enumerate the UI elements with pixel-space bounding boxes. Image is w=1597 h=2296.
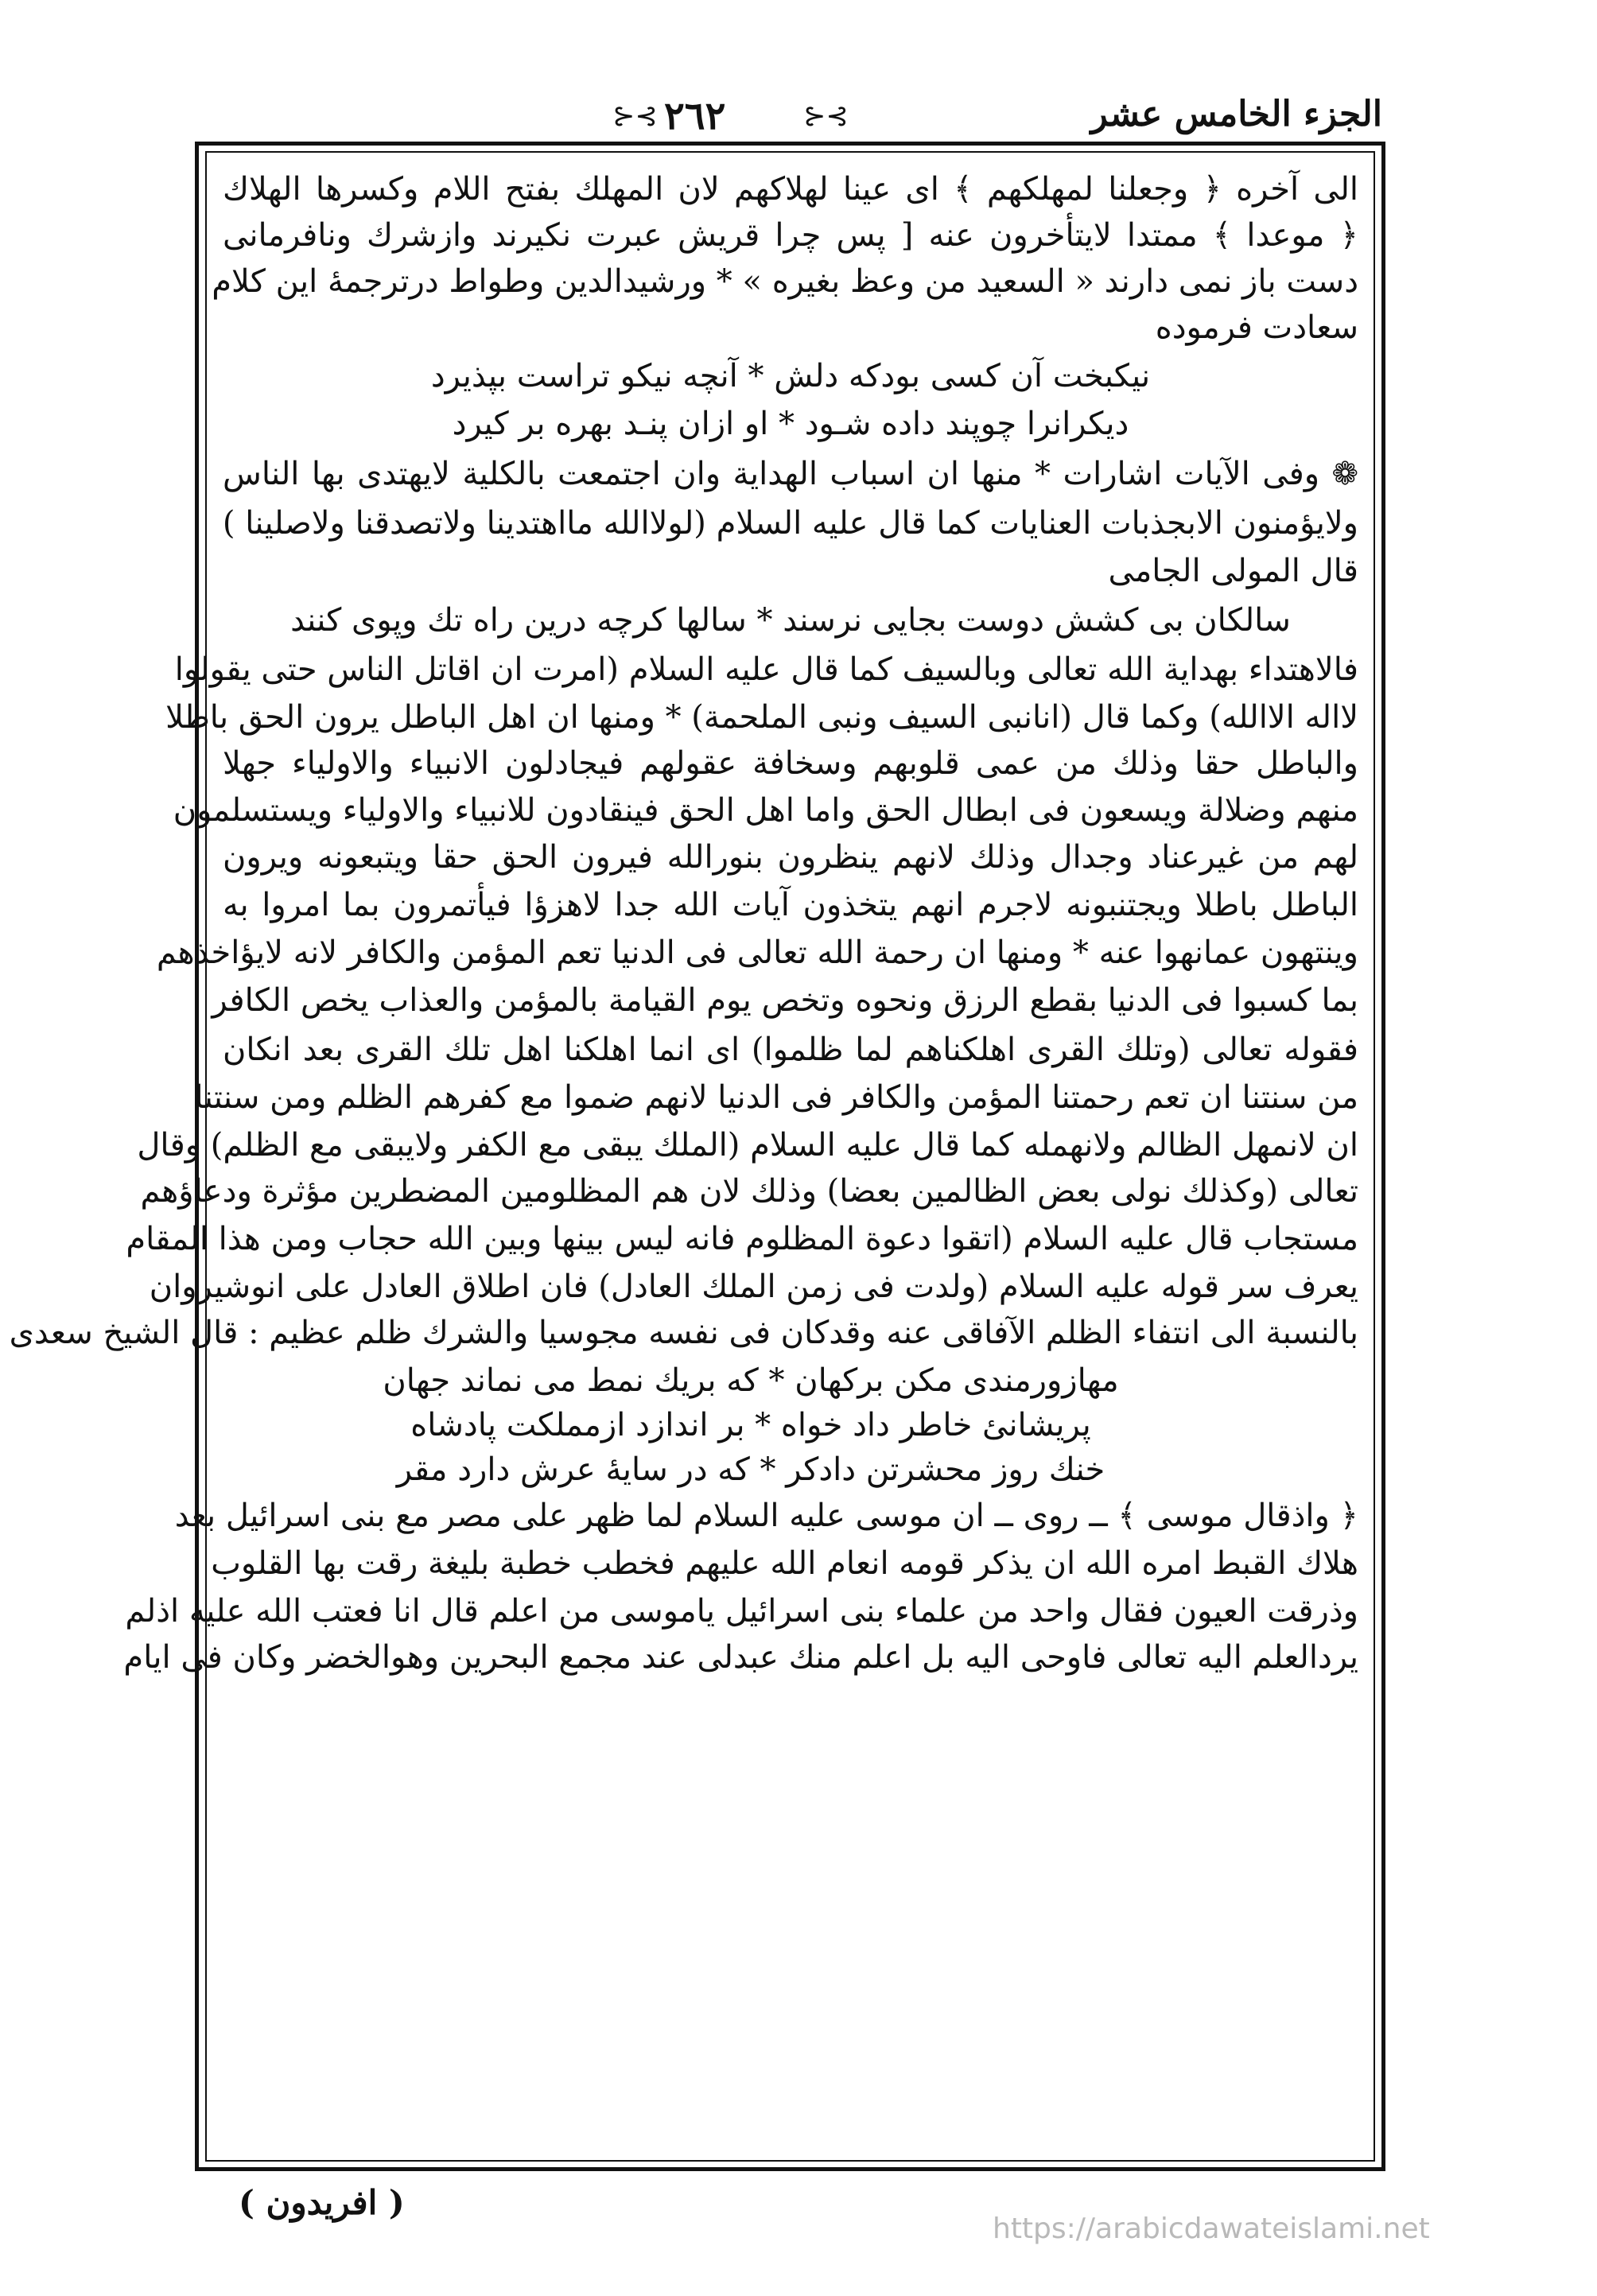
body-line: ان لانمهل الظالم ولانهمله كما قال عليه السلام (الملك يبقى مع الكفر ولايبقى مع الظلم) وقال [137,1127,1358,1164]
part-title: الجزء الخامس عشر [1090,94,1382,134]
ornament-right-icon: ⊱⊰ [803,100,849,132]
body-line: هلاك القبط امره الله ان يذكر قومه انعام الله عليهم فخطب خطبة بليغة رقت بها القلوب [211,1545,1358,1582]
body-line: منهم وضلالة ويسعون فى ابطال الحق واما اهل الحق فينقادون للانبياء والاولياء ويستسلمون [173,792,1358,829]
body-line: ولايؤمنون الابجذبات العنايات كما قال عليه السلام (لولاالله مااهتدينا ولاتصدقنا ولاصلينا ) [222,505,1358,542]
body-line: فالاهتداء بهداية الله تعالى وبالسيف كما قال عليه السلام (امرت ان اقاتل الناس حتى يقولوا [174,651,1358,688]
verse-line: مهازورمندى مكن بركهان * كه بريك نمط مى نماند جهان [383,1362,1119,1399]
body-line: سعادت فرموده [1155,309,1358,346]
body-line: ❁ وفى الآيات اشارات * منها ان اسباب الهداية وان اجتمعت بالكلية لايهتدى بها الناس [223,456,1358,492]
body-line: الى آخره ﴿ وجعلنا لمهلكهم ﴾ اى عينا لهلاكهم لان المهلك بفتح اللام وكسرها الهلاك [223,171,1358,208]
verse-line: سالكان بى كشش دوست بجايى نرسند * سالها كرچه درين راه تك وپوى كنند [290,602,1291,639]
body-line: قال المولى الجامى [1108,553,1358,589]
body-line: مستجاب قال عليه السلام (اتقوا دعوة المظلوم فانه ليس بينها وبين الله حجاب ومن هذا المقام [126,1221,1358,1257]
watermark-url: https://arabicdawateislami.net [993,2212,1430,2245]
body-line: من سنتنا ان تعم رحمتنا المؤمن والكافر فى الدنيا لانهم ضموا مع كفرهم الظلم ومن سنتنا [194,1079,1358,1116]
ornament-left-icon: ⊱⊰ [612,100,658,132]
text-block [9,167,1358,2147]
body-line: بالنسبة الى انتفاء الظلم الآفاقى عنه وقدكان فى نفسه مجوسيا والشرك ظلم عظيم : قال الشيخ سعدى [9,1315,1358,1351]
verse-line: خنك روز محشرتن دادكر * كه در سايهٔ عرش دارد مقر [396,1451,1105,1488]
body-line: دست باز نمى دارند « السعيد من وعظ بغيره » * ورشيدالدين وطواط درترجمهٔ اين كلام [212,263,1358,300]
body-line: يردالعلم اليه تعالى فاوحى اليه بل اعلم منك عبدلى عند مجمع البحرين وهوالخضر وكان فى ايام [123,1639,1358,1676]
body-line: لهم من غيرعناد وجدال وذلك لانهم ينظرون بنورالله فيرون الحق حقا ويتبعونه ويرون [223,839,1358,876]
body-line: بما كسبوا فى الدنيا بقطع الرزق ونحوه وتخص يوم القيامة بالمؤمن والعذاب يخص الكافر [212,982,1358,1019]
body-line: الباطل باطلا ويجتنبونه لاجرم انهم يتخذون آيات الله جدا لاهزؤا فيأتمرون بما امروا به [223,887,1358,923]
body-line: وينتهون عمانهوا عنه * ومنها ان رحمة الله تعالى فى الدنيا تعم المؤمن والكافر لانه لايؤاخذهم [156,934,1358,971]
body-line: تعالى (وكذلك نولى بعض الظالمين بعضا) وذلك لان هم المظلومين المضطرين مؤثرة ودعاؤهم [140,1173,1358,1210]
verse-line: نيكبخت آن كسى بودكه دلش * آنچه نيكو تراست بپذيرد [430,358,1151,394]
body-line: ﴿ موعدا ﴾ ممتدا لايتأخرون عنه [ پس چرا قريش عبرت نكيرند وازشرك ونافرمانى [223,217,1358,254]
verse-line: پريشانئ خاطر داد خواه * بر اندازد ازمملكت پادشاه [410,1407,1091,1443]
body-line: وذرقت العيون فقال واحد من علماء بنى اسرائيل ياموسى من اعلم قال انا فعتب الله عليه اذلم [125,1593,1358,1630]
body-line: ﴿ واذقال موسى ﴾ ــ روى ــ ان موسى عليه السلام لما ظهر على مصر مع بنى اسرائيل بعد [174,1498,1358,1534]
body-line: يعرف سر قوله عليه السلام (ولدت فى زمن الملك العادل) فان اطلاق العادل على انوشيروان [149,1268,1358,1305]
body-line: فقوله تعالى (وتلك القرى اهلكناهم لما ظلموا) اى انما اهلكنا اهل تلك القرى بعد انكان [223,1031,1358,1068]
page-number: ٢٦٢ [664,94,726,138]
catchword: ( افريدون ) [239,2183,405,2222]
verse-line: ديكرانرا چوپند داده شـود * او ازان پنـد بهره بر كيرد [452,406,1129,442]
body-line: والباطل حقا وذلك من عمى قلوبهم وسخافة عقولهم فيجادلون الانبياء والاولياء جهلا [223,745,1358,782]
body-line: لااله الاالله) وكما قال (انانبى السيف ونبى الملحمة) * ومنها ان اهل الباطل يرون الحق باطلا [165,699,1358,736]
